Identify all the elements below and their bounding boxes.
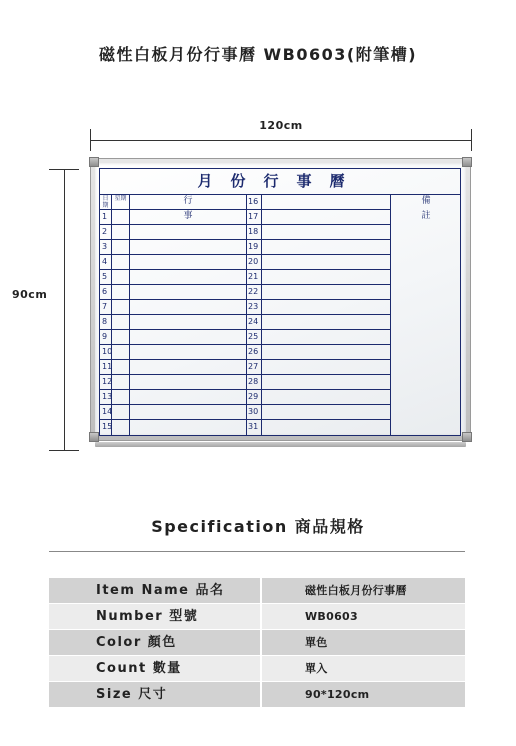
height-dimension-line [64,169,65,450]
grid-row-line [246,329,390,330]
spec-value: 單入 [262,656,465,681]
day-number: 6 [102,287,108,296]
grid-row-line [100,344,246,345]
grid-row-line [100,269,246,270]
day-number: 30 [248,407,259,416]
spec-label: Color 顏色 [49,630,260,655]
day-number: 22 [248,287,259,296]
day-number: 31 [248,422,259,431]
grid-row-line [100,284,246,285]
grid-vertical-line [390,194,391,435]
weekday-column-header: 星期 [114,195,127,202]
grid-row-line [100,254,246,255]
spec-row-color [49,630,465,655]
day-number: 24 [248,317,259,326]
product-title: 磁性白板月份行事曆 WB0603(附筆槽) [98,45,418,64]
day-number: 10 [102,347,113,356]
day-number: 23 [248,302,259,311]
specification-title: Specification 商品規格 [151,517,365,536]
grid-row-line [246,419,390,420]
grid-row-line [100,359,246,360]
spec-row-item-name [49,578,465,603]
day-number: 11 [102,362,113,371]
grid-row-line [246,314,390,315]
day-number: 14 [102,407,113,416]
day-number: 4 [102,257,108,266]
day-number: 7 [102,302,108,311]
grid-row-line [100,239,246,240]
day-number: 12 [102,377,113,386]
day-number: 28 [248,377,259,386]
height-dimension-tick-bottom [49,450,79,451]
grid-row-line [246,239,390,240]
grid-row-line [100,404,246,405]
grid-row-line [100,329,246,330]
day-number: 25 [248,332,259,341]
grid-row-line [246,269,390,270]
spec-value: 磁性白板月份行事曆 [262,578,465,603]
specification-table [49,578,465,708]
frame-corner [89,432,99,442]
day-number: 3 [102,242,108,251]
day-number: 18 [248,227,259,236]
grid-row-line [246,359,390,360]
pen-tray [95,442,466,447]
grid-row-line [100,419,246,420]
width-dimension-tick-left [90,129,91,151]
day-number: 5 [102,272,108,281]
spec-row-count [49,656,465,681]
day-number: 20 [248,257,259,266]
height-dimension-label: 90cm [12,288,48,301]
grid-row-line [100,314,246,315]
day-number: 15 [102,422,113,431]
day-number: 19 [248,242,259,251]
day-number: 21 [248,272,259,281]
day-number: 29 [248,392,259,401]
frame-corner [462,157,472,167]
grid-row-line [246,224,390,225]
day-number: 17 [248,212,259,221]
day-number: 8 [102,317,108,326]
grid-row-line [246,209,390,210]
day-number: 26 [248,347,259,356]
frame-corner [462,432,472,442]
grid-row-line [100,299,246,300]
width-dimension-tick-right [471,129,472,151]
height-dimension-tick-top [49,169,79,170]
day-number: 16 [248,197,259,206]
spec-row-number [49,604,465,629]
grid-row-line [100,389,246,390]
spec-row-size [49,682,465,707]
grid-row-line [246,404,390,405]
grid-row-line [246,254,390,255]
spec-value: 90*120cm [262,682,465,707]
spec-value: WB0603 [262,604,465,629]
grid-row-line [246,389,390,390]
width-dimension-line [90,140,472,141]
day-number: 27 [248,362,259,371]
date-column-header: 日期 [102,195,109,209]
calendar-grid [99,168,461,436]
day-number: 9 [102,332,108,341]
calendar-heading: 月份行事曆 [100,169,460,195]
day-number: 2 [102,227,108,236]
spec-label: Count 數量 [49,656,260,681]
spec-label: Item Name 品名 [49,578,260,603]
spec-label: Number 型號 [49,604,260,629]
grid-row-line [246,374,390,375]
notes-column-header: 備註 [421,196,449,221]
grid-row-line [246,284,390,285]
grid-row-line [100,224,246,225]
grid-row-line [246,344,390,345]
day-number: 1 [102,212,108,221]
grid-row-line [100,374,246,375]
spec-value: 單色 [262,630,465,655]
width-dimension-label: 120cm [259,119,303,132]
day-number: 13 [102,392,113,401]
frame-corner [89,157,99,167]
event-column-header-left: 行事 [183,196,231,221]
spec-label: Size 尺寸 [49,682,260,707]
specification-divider [49,551,465,552]
grid-row-line [246,299,390,300]
